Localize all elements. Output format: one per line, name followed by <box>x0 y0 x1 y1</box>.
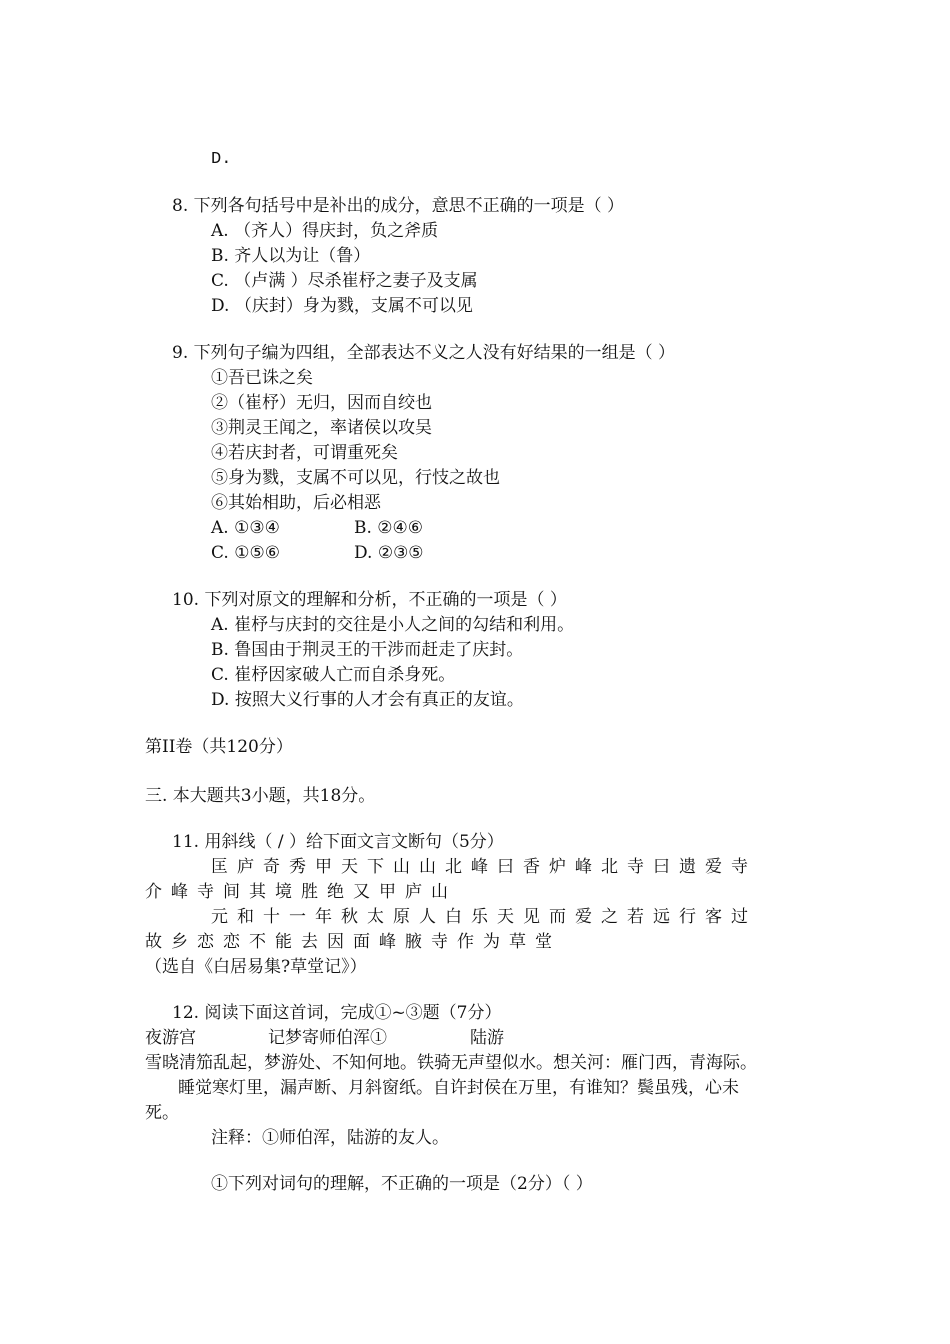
q11-source: （选自《白居易集?草堂记》） <box>145 957 367 977</box>
q9-item-5: ⑤身为戮，支属不可以见，行忮之故也 <box>211 468 500 488</box>
q12-poem-author: 陆游 <box>470 1028 504 1048</box>
q8-option-c: C. （卢满 ）尽杀崔杼之妻子及支属 <box>211 271 478 291</box>
part2-title: 第II卷（共120分） <box>145 737 293 757</box>
q11-stem: 11. 用斜线（ / ）给下面文言文断句（5分） <box>172 832 504 852</box>
q9-item-1: ①吾已诛之矣 <box>211 368 313 388</box>
q11-passage-line-3: 元和十一年秋太原人白乐天见而爱之若远行客过 <box>211 907 757 927</box>
q9-option-b: B. ②④⑥ <box>354 518 424 538</box>
q12-poem-line-3: 死。 <box>145 1103 179 1123</box>
q10-option-c: C. 崔杼因家破人亡而自杀身死。 <box>211 665 456 685</box>
q10-option-b: B. 鲁国由于荆灵王的干涉而赶走了庆封。 <box>211 640 524 660</box>
section3-title: 三. 本大题共3小题，共18分。 <box>145 786 376 806</box>
q10-option-d: D. 按照大义行事的人才会有真正的友谊。 <box>211 690 524 710</box>
q11-passage-line-1: 匡庐奇秀甲天下山山北峰曰香炉峰北寺曰遗爱寺 <box>211 857 757 877</box>
q8-stem: 8. 下列各句括号中是补出的成分，意思不正确的一项是（ ） <box>172 196 625 216</box>
q12-stem: 12. 阅读下面这首词，完成①~③题（7分） <box>172 1003 502 1023</box>
q12-note: 注释：①师伯浑，陆游的友人。 <box>211 1128 449 1148</box>
q10-option-a: A. 崔杼与庆封的交往是小人之间的勾结和利用。 <box>211 615 575 635</box>
q9-stem: 9. 下列句子编为四组，全部表达不义之人没有好结果的一组是（ ） <box>172 343 676 363</box>
q8-option-d: D. （庆封）身为戮，支属不可以见 <box>211 296 473 316</box>
q9-item-2: ②（崔杼）无归，因而自绞也 <box>211 393 432 413</box>
q8-option-a: A. （齐人）得庆封，负之斧质 <box>211 221 439 241</box>
q8-option-b: B. 齐人以为让（鲁） <box>211 246 371 266</box>
q10-stem: 10. 下列对原文的理解和分析，不正确的一项是（ ） <box>172 590 567 610</box>
q9-item-4: ④若庆封者，可谓重死矣 <box>211 443 398 463</box>
q7-option-d: D. <box>211 150 232 169</box>
q12-sub-question-1: ①下列对词句的理解，不正确的一项是（2分）（ ） <box>211 1174 593 1194</box>
q12-poem-line-1: 雪晓清笳乱起，梦游处、不知何地。铁骑无声望似水。想关河：雁门西，青海际。 <box>145 1053 757 1073</box>
q9-option-d: D. ②③⑤ <box>354 543 424 563</box>
q11-passage-line-2: 介峰寺间其境胜绝又甲庐山 <box>145 882 457 902</box>
q12-poem-title: 夜游宫 <box>145 1028 196 1048</box>
q9-item-6: ⑥其始相助，后必相恶 <box>211 493 381 513</box>
q12-poem-line-2: 睡觉寒灯里，漏声断、月斜窗纸。自许封侯在万里，有谁知？鬓虽残，心未 <box>178 1078 739 1098</box>
q9-option-c: C. ①⑤⑥ <box>211 543 280 563</box>
q9-option-a: A. ①③④ <box>211 518 280 538</box>
q9-item-3: ③荆灵王闻之，率诸侯以攻吴 <box>211 418 432 438</box>
q12-poem-subtitle: 记梦寄师伯浑① <box>268 1028 387 1048</box>
q11-passage-line-4: 故乡恋恋不能去因面峰腋寺作为草堂 <box>145 932 561 952</box>
